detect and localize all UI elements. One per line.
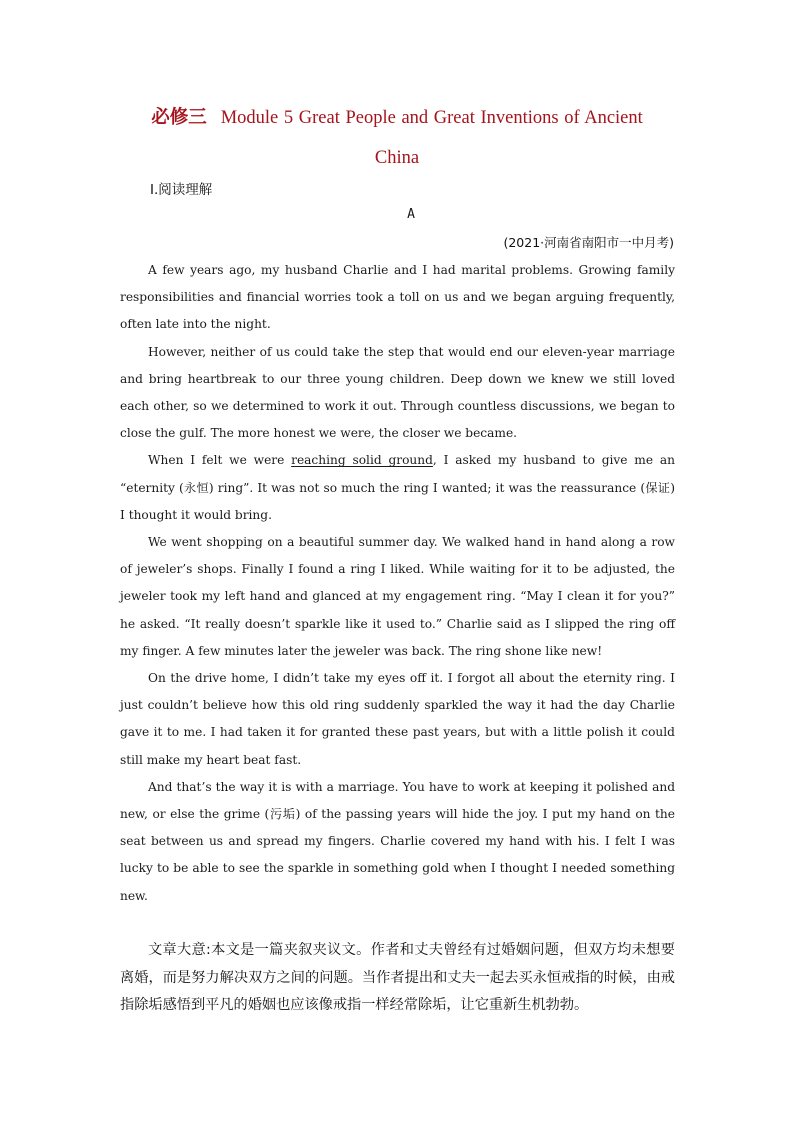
paragraph-3-start: When I felt we were bbox=[148, 453, 292, 468]
passage-letter: A bbox=[407, 207, 415, 222]
section-label: Ⅰ.阅读理解 bbox=[150, 182, 213, 198]
title-english-1: Module 5 Great People and Great Inventions of Ancient bbox=[220, 108, 643, 128]
paragraph-4: We went shopping on a beautiful summer day. We walked hand in hand along a row of jeweler’s shops. Finally I found a ring I liked. While waiting for it to be adjusted, the jeweler took my left hand and glanced at my engagement ring. “May I clean it for you?” he asked. “It really doesn’t sparkle like it used to.” Charlie said as I slipped the ring off my finger. A few minutes later the jeweler was back. The ring shone like new! bbox=[120, 535, 675, 658]
passage-summary: 文章大意:本文是一篇夹叙夹议文。作者和丈夫曾经有过婚姻问题，但双方均未想要离婚，而是努力解决双方之间的问题。当作者提出和丈夫一起去买永恒戒指的时候，由戒指除垢感悟到平凡的婚姻也应该像戒指一样经常除垢，让它重新生机勃勃。 bbox=[120, 942, 675, 1013]
paragraph-6: And that’s the way it is with a marriage. You have to work at keeping it polished and new, or else the grime (污垢) of the passing years will hide the joy. I put my hand on the seat between us and spread my fingers. Charlie covered my hand with his. I felt I was lucky to be able to see the sparkle in something gold when I thought I needed something new. bbox=[120, 779, 675, 903]
passage-body bbox=[120, 257, 675, 910]
title-line-1 bbox=[100, 98, 694, 138]
paragraph-5: On the drive home, I didn’t take my eyes off it. I forgot all about the eternity ring. I just couldn’t believe how this old ring suddenly sparkled the way it had the day Charlie gave it to me. I had taken it for granted these past years, but with a little polish it could still make my heart beat fast. bbox=[120, 671, 675, 767]
underlined-phrase: reaching solid ground bbox=[291, 453, 433, 468]
title-line-2: China bbox=[374, 148, 420, 168]
title-chinese: 必修三 bbox=[151, 108, 207, 128]
page-title bbox=[100, 98, 694, 178]
paragraph-3-end: , I asked my husband to give me an “eternity (永恒) ring”. It was not so much the ring I wanted; it was the reassurance (保证) I thought it would bring. bbox=[120, 453, 675, 522]
paragraph-3 bbox=[120, 447, 675, 529]
paragraph-1: A few years ago, my husband Charlie and I had marital problems. Growing family responsibilities and financial worries took a toll on us and we began arguing frequently, often late into the night. bbox=[120, 263, 675, 332]
paragraph-2: However, neither of us could take the step that would end our eleven-year marriage and bring heartbreak to our three young children. Deep down we knew we still loved each other, so we determined to work it out. Through countless discussions, we began to close the gulf. The more honest we were, the closer we became. bbox=[120, 344, 675, 441]
passage-source: (2021·河南省南阳市一中月考) bbox=[503, 235, 674, 250]
